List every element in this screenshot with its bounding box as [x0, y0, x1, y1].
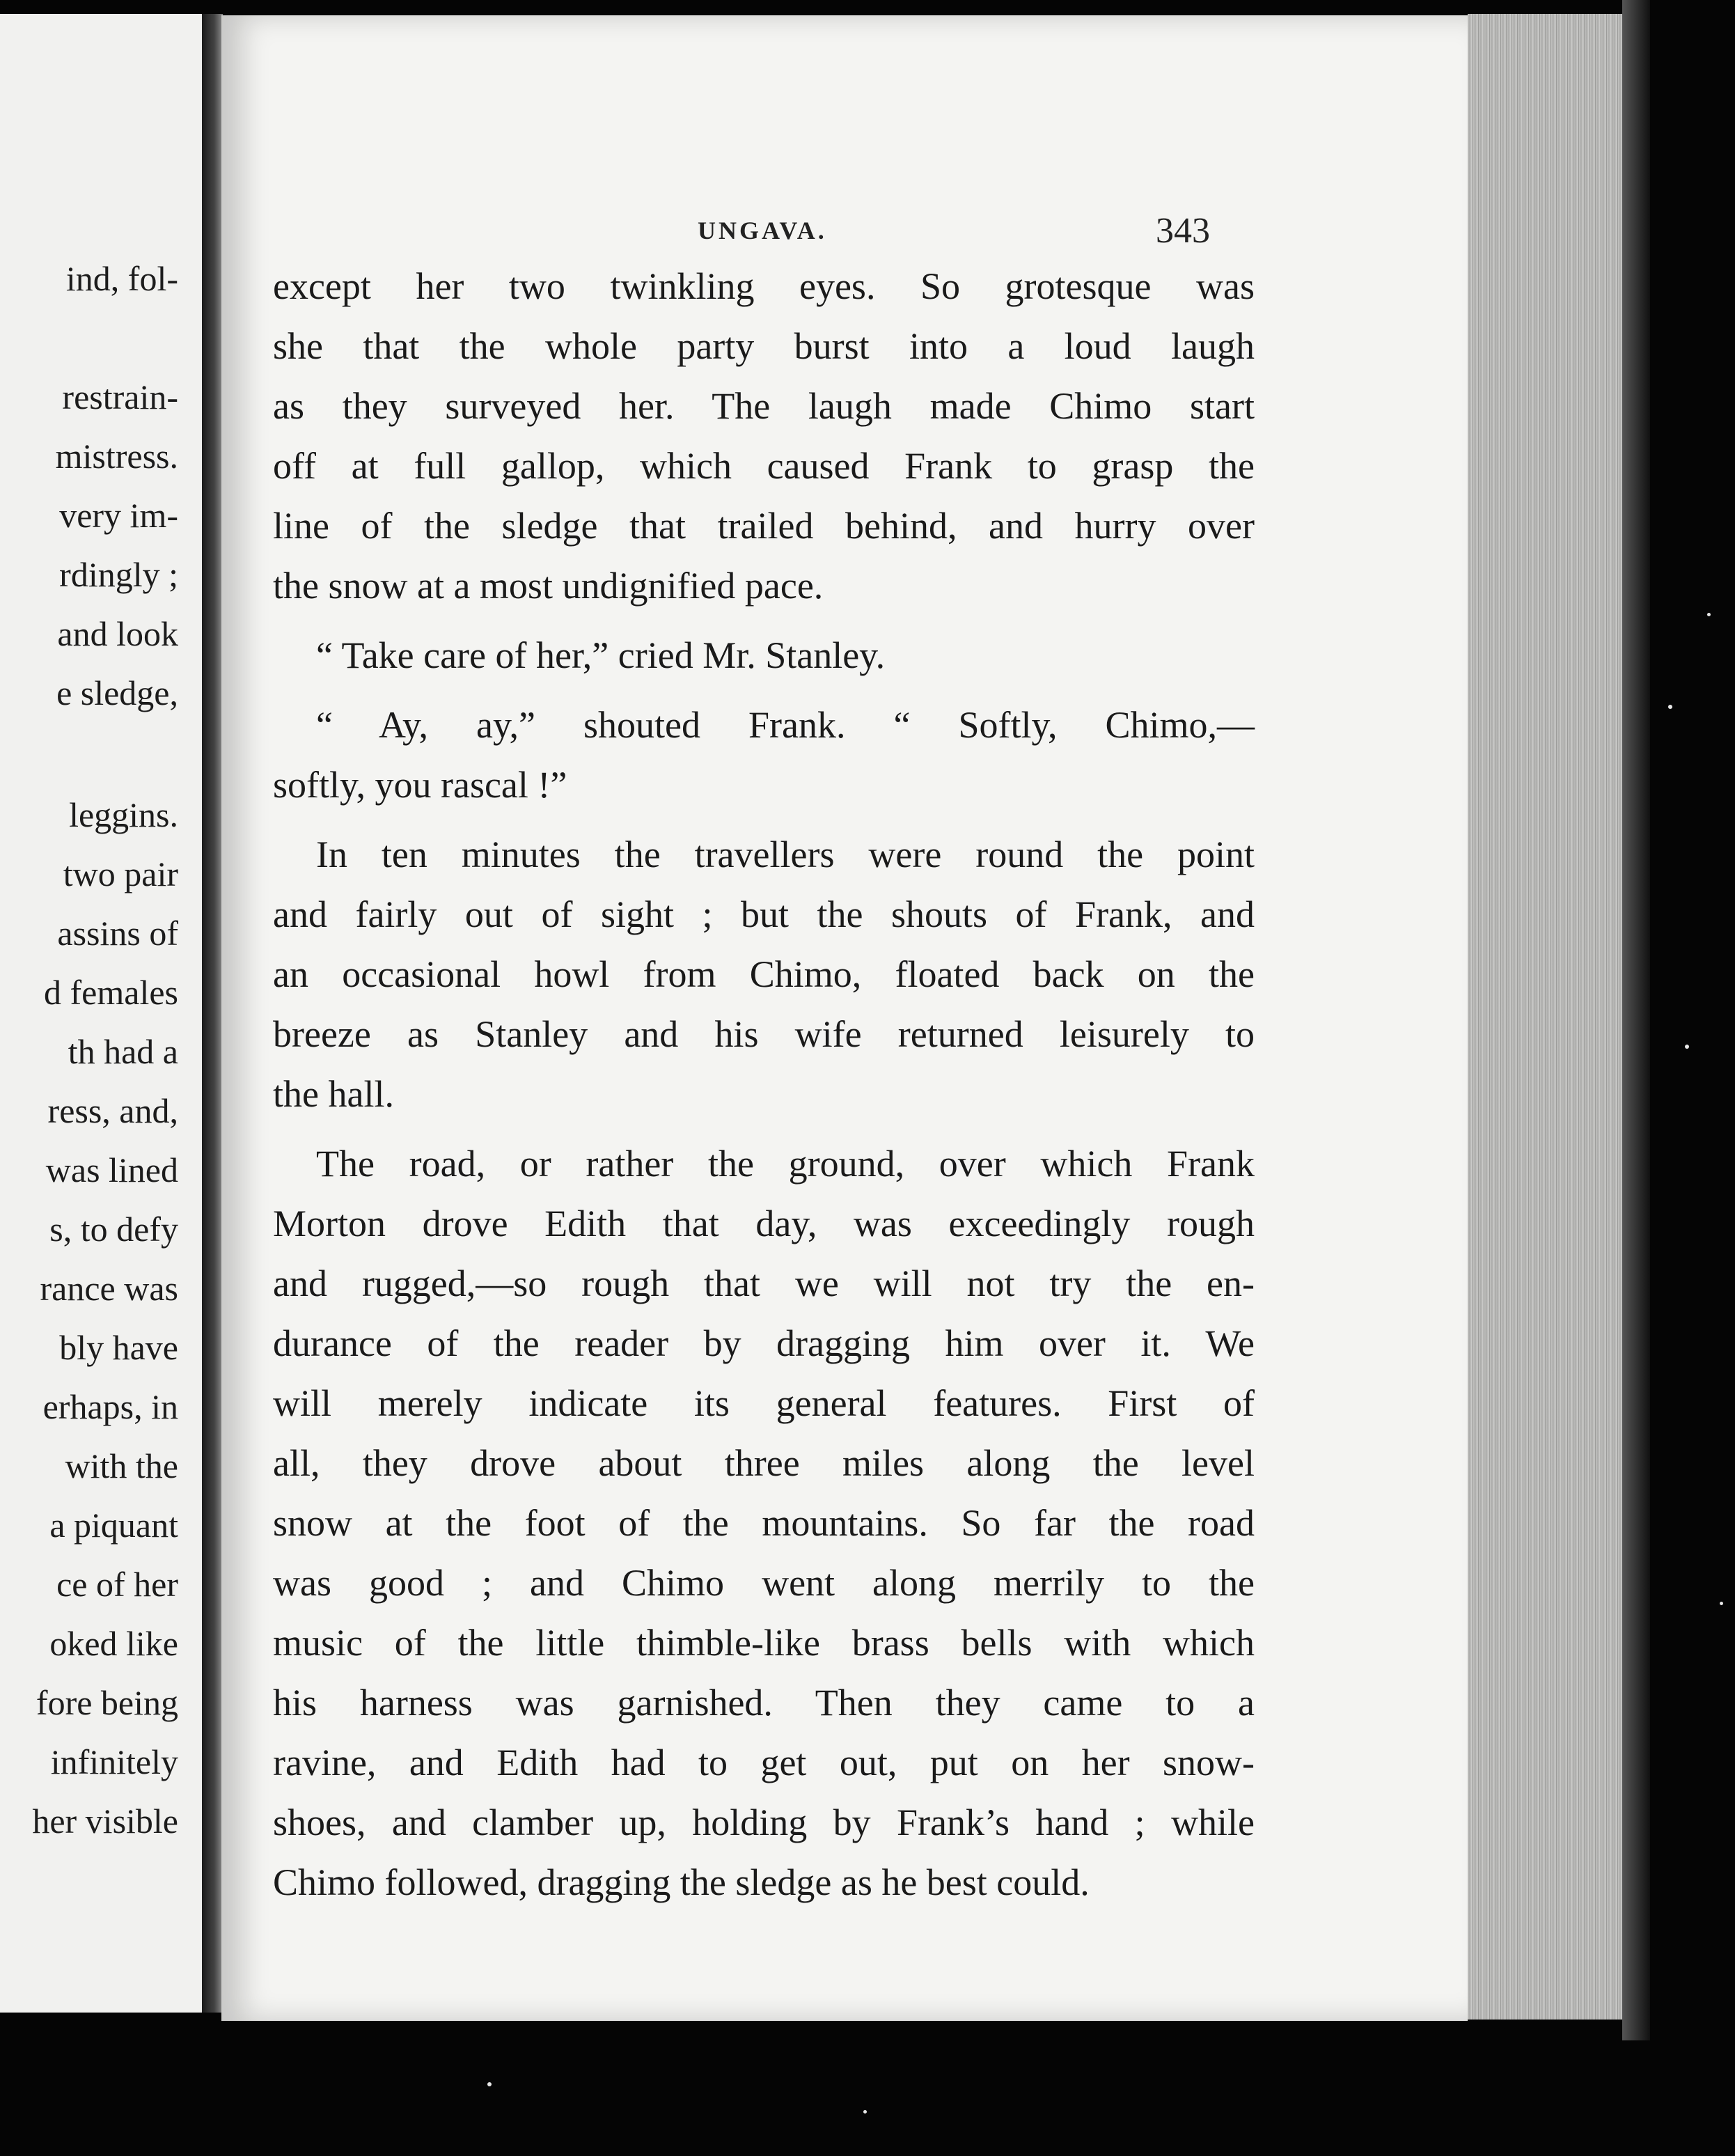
- book-gutter: [202, 14, 223, 2013]
- scan-speck: [1707, 613, 1711, 616]
- text-line: the hall.: [273, 1073, 394, 1115]
- facing-page-line: restrain-: [62, 377, 178, 416]
- scan-speck: [487, 2082, 492, 2086]
- paragraph-gap: [273, 685, 1255, 695]
- facing-page-line: two pair: [63, 854, 178, 893]
- facing-page-line: a piquant: [49, 1506, 178, 1545]
- facing-page-line: rdingly ;: [59, 555, 178, 594]
- text-line: and rugged,—so rough that we will not try the en-: [273, 1263, 1255, 1304]
- text-line: she that the whole party burst into a loud laugh: [273, 325, 1255, 367]
- body-text: [273, 256, 1255, 1912]
- facing-page-line: and look: [57, 614, 178, 653]
- text-line: except her two twinkling eyes. So grotesque was: [273, 265, 1255, 307]
- facing-page-line: ind, fol-: [65, 259, 178, 298]
- text-line: “ Ay, ay,” shouted Frank. “ Softly, Chimo,—: [316, 704, 1255, 746]
- scan-speck: [1668, 705, 1672, 709]
- paragraph-gap: [273, 616, 1255, 625]
- facing-page-line: very im-: [59, 496, 178, 535]
- text-line: all, they drove about three miles along the level: [273, 1442, 1255, 1484]
- text-line: and fairly out of sight ; but the shouts of Frank, and: [273, 893, 1255, 935]
- facing-page-line: mistress.: [55, 437, 178, 476]
- paragraph: [273, 825, 1255, 1124]
- facing-page-line: bly have: [59, 1328, 178, 1367]
- paragraph: [273, 625, 1255, 685]
- page-edge-shadow: [1622, 0, 1650, 2040]
- facing-page-line: ress, and,: [47, 1091, 178, 1130]
- facing-page-line: e sledge,: [56, 673, 178, 712]
- text-line: his harness was garnished. Then they came to a: [273, 1682, 1255, 1724]
- facing-page-line: her visible: [32, 1802, 178, 1841]
- text-line: will merely indicate its general features. First of: [273, 1382, 1255, 1424]
- text-line: durance of the reader by dragging him over it. We: [273, 1322, 1255, 1364]
- scan-speck: [863, 2110, 867, 2114]
- facing-page-line: fore being: [36, 1683, 178, 1722]
- paragraph: [273, 256, 1255, 616]
- text-line: snow at the foot of the mountains. So far the road: [273, 1502, 1255, 1544]
- text-line: The road, or rather the ground, over which Frank: [316, 1143, 1255, 1185]
- paragraph-gap: [273, 1124, 1255, 1134]
- facing-page-line: erhaps, in: [42, 1387, 178, 1426]
- text-line: Morton drove Edith that day, was exceedingly rough: [273, 1203, 1255, 1244]
- text-line: “ Take care of her,” cried Mr. Stanley.: [316, 634, 886, 676]
- facing-page-line: oked like: [49, 1624, 178, 1663]
- paragraph: [273, 695, 1255, 815]
- text-line: was good ; and Chimo went along merrily to the: [273, 1562, 1255, 1604]
- facing-page-fragment: [0, 14, 202, 2013]
- facing-page-line: rance was: [40, 1269, 178, 1308]
- facing-page-line: s, to defy: [49, 1210, 178, 1249]
- text-line: ravine, and Edith had to get out, put on her snow-: [273, 1742, 1255, 1783]
- facing-page-line: infinitely: [50, 1742, 178, 1781]
- text-line: softly, you rascal !”: [273, 764, 567, 806]
- text-line: shoes, and clamber up, holding by Frank’s hand ; while: [273, 1802, 1255, 1843]
- text-line: an occasional howl from Chimo, floated back on the: [273, 953, 1255, 995]
- text-line: In ten minutes the travellers were round the point: [316, 834, 1255, 875]
- paragraph-gap: [273, 815, 1255, 825]
- running-head: UNGAVA.: [698, 217, 827, 244]
- facing-page-line: d females: [44, 973, 178, 1012]
- facing-page-line: with the: [65, 1446, 178, 1485]
- scan-speck: [1685, 1045, 1689, 1049]
- facing-page-line: ce of her: [56, 1565, 178, 1604]
- text-line: as they surveyed her. The laugh made Chimo start: [273, 385, 1255, 427]
- page-edges: [1468, 14, 1635, 2020]
- facing-page-line: assins of: [57, 914, 178, 953]
- text-line: the snow at a most undignified pace.: [273, 565, 824, 607]
- page-number: 343: [1156, 211, 1210, 251]
- facing-page-line: th had a: [68, 1032, 178, 1071]
- scan-speck: [1720, 1602, 1723, 1605]
- paragraph: [273, 1134, 1255, 1912]
- text-line: Chimo followed, dragging the sledge as he best could.: [273, 1861, 1090, 1903]
- facing-page-line: leggins.: [69, 795, 178, 834]
- text-line: line of the sledge that trailed behind, and hurry over: [273, 505, 1255, 547]
- text-line: music of the little thimble-like brass bells with which: [273, 1622, 1255, 1664]
- text-line: off at full gallop, which caused Frank to grasp the: [273, 445, 1255, 487]
- text-line: breeze as Stanley and his wife returned leisurely to: [273, 1013, 1255, 1055]
- facing-page-line: was lined: [45, 1150, 178, 1189]
